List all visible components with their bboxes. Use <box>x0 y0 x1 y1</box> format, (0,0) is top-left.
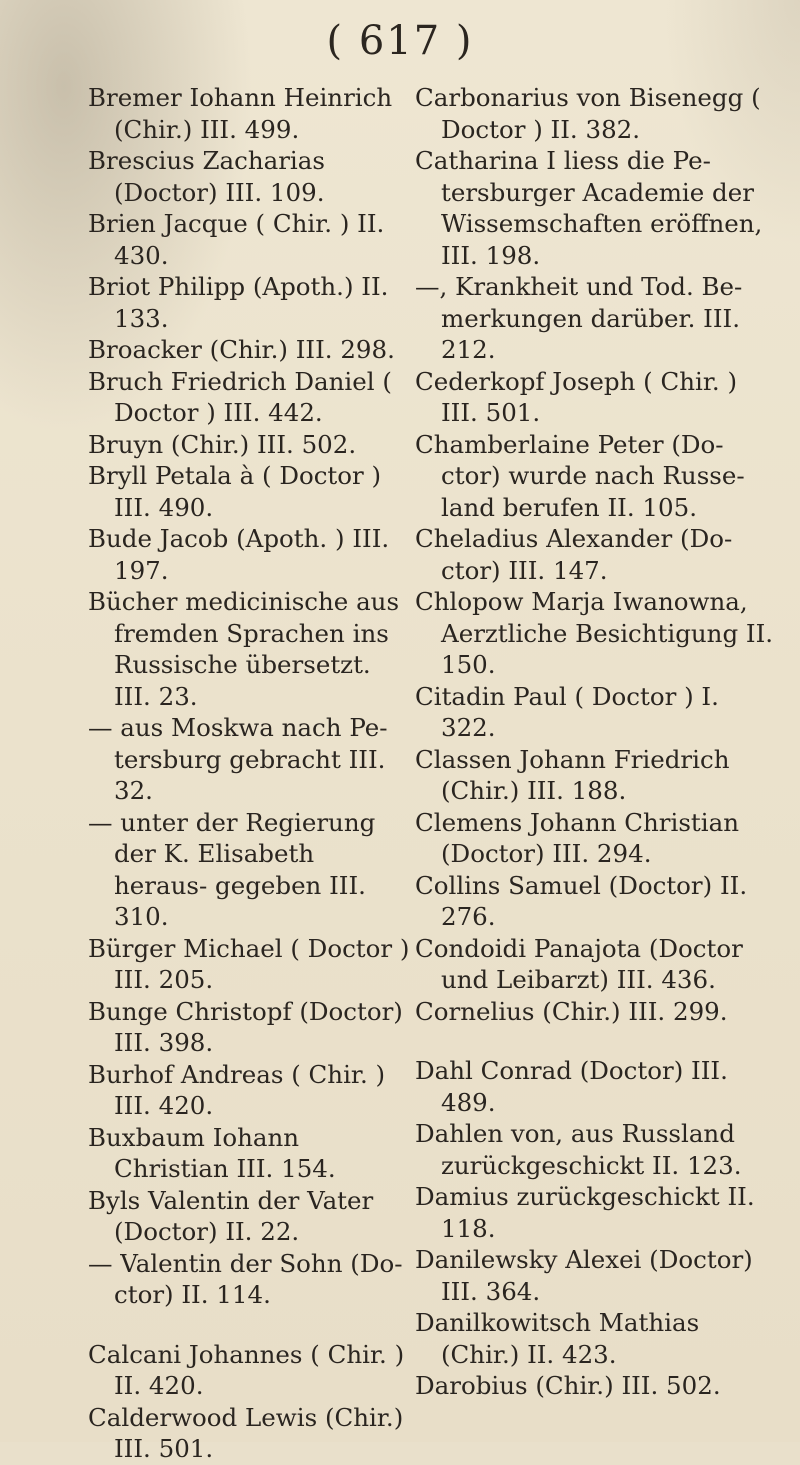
index-entry: Bremer Iohann Heinrich (Chir.) III. 499. <box>88 83 393 144</box>
index-entry: Chamberlaine Peter (Do- ctor) wurde nach Russe- land berufen II. 105. <box>415 429 745 522</box>
index-entry: Cornelius (Chir.) III. 299. <box>415 996 728 1026</box>
section-gap <box>88 1311 413 1339</box>
index-entry: Bruyn (Chir.) III. 502. <box>88 429 357 459</box>
page-number: ( 617 ) <box>326 18 474 64</box>
index-entry: Bude Jacob (Apoth. ) III. 197. <box>88 524 390 585</box>
index-entry: — Valentin der Sohn (Do- ctor) II. 114. <box>88 1248 403 1309</box>
index-entry: — unter der Regierung der K. Elisabeth heraus- gegeben III. 310. <box>88 807 376 931</box>
index-entry: Danilewsky Alexei (Doctor) III. 364. <box>415 1245 753 1306</box>
index-entry: Damius zurückgeschickt II. 118. <box>415 1182 755 1243</box>
index-entry: Byls Valentin der Vater (Doctor) II. 22. <box>88 1185 374 1246</box>
index-column-left <box>88 82 413 1465</box>
index-entry: Brien Jacque ( Chir. ) II. 430. <box>88 209 385 270</box>
index-entry: Collins Samuel (Doctor) II. 276. <box>415 870 748 931</box>
index-entry: Burhof Andreas ( Chir. ) III. 420. <box>88 1059 386 1120</box>
index-entry: Bruch Friedrich Daniel ( Doctor ) III. 442. <box>88 366 392 427</box>
index-entry: Carbonarius von Bisenegg ( Doctor ) II. 382. <box>415 83 761 144</box>
index-entry: Danilkowitsch Mathias (Chir.) II. 423. <box>415 1308 700 1369</box>
index-entry: Citadin Paul ( Doctor ) I. 322. <box>415 681 719 742</box>
section-gap <box>415 1027 780 1055</box>
index-entry: Calderwood Lewis (Chir.) III. 501. <box>88 1402 404 1463</box>
index-entry: Brescius Zacharias (Doctor) III. 109. <box>88 146 325 207</box>
index-entry: Catharina I liess die Pe- tersburger Academie der Wissemschaften eröffnen, III. 198. <box>415 146 763 270</box>
index-column-right <box>415 82 780 1402</box>
index-entry: Bryll Petala à ( Doctor ) III. 490. <box>88 461 382 522</box>
index-entry: Condoidi Panajota (Doctor und Leibarzt) III. 436. <box>415 933 743 994</box>
index-entry: Cederkopf Joseph ( Chir. ) III. 501. <box>415 366 738 427</box>
index-entry: —, Krankheit und Tod. Be- merkungen darüber. III. 212. <box>415 272 743 364</box>
index-entry: Bücher medicinische aus fremden Sprachen ins Russische übersetzt. III. 23. <box>88 587 400 711</box>
index-entry: Cheladius Alexander (Do- ctor) III. 147. <box>415 524 733 585</box>
index-entry: Dahl Conrad (Doctor) III. 489. <box>415 1056 728 1117</box>
index-entry: Chlopow Marja Iwanowna, Aerztliche Besichtigung II. 150. <box>415 587 774 679</box>
index-entry: Buxbaum Iohann Christian III. 154. <box>88 1122 336 1183</box>
index-entry: — aus Moskwa nach Pe- tersburg gebracht III. 32. <box>88 713 388 805</box>
index-entry: Broacker (Chir.) III. 298. <box>88 335 395 364</box>
index-entry: Dahlen von, aus Russland zurückgeschickt II. 123. <box>415 1119 742 1180</box>
index-entry: Bürger Michael ( Doctor ) III. 205. <box>88 933 410 994</box>
index-entry: Briot Philipp (Apoth.) II. 133. <box>88 272 389 333</box>
index-entry: Darobius (Chir.) III. 502. <box>415 1371 721 1400</box>
index-entry: Bunge Christopf (Doctor) III. 398. <box>88 996 403 1057</box>
index-entry: Clemens Johann Christian (Doctor) III. 294. <box>415 807 739 868</box>
index-entry: Classen Johann Friedrich (Chir.) III. 188. <box>415 744 730 805</box>
index-entry: Calcani Johannes ( Chir. ) II. 420. <box>88 1339 405 1400</box>
